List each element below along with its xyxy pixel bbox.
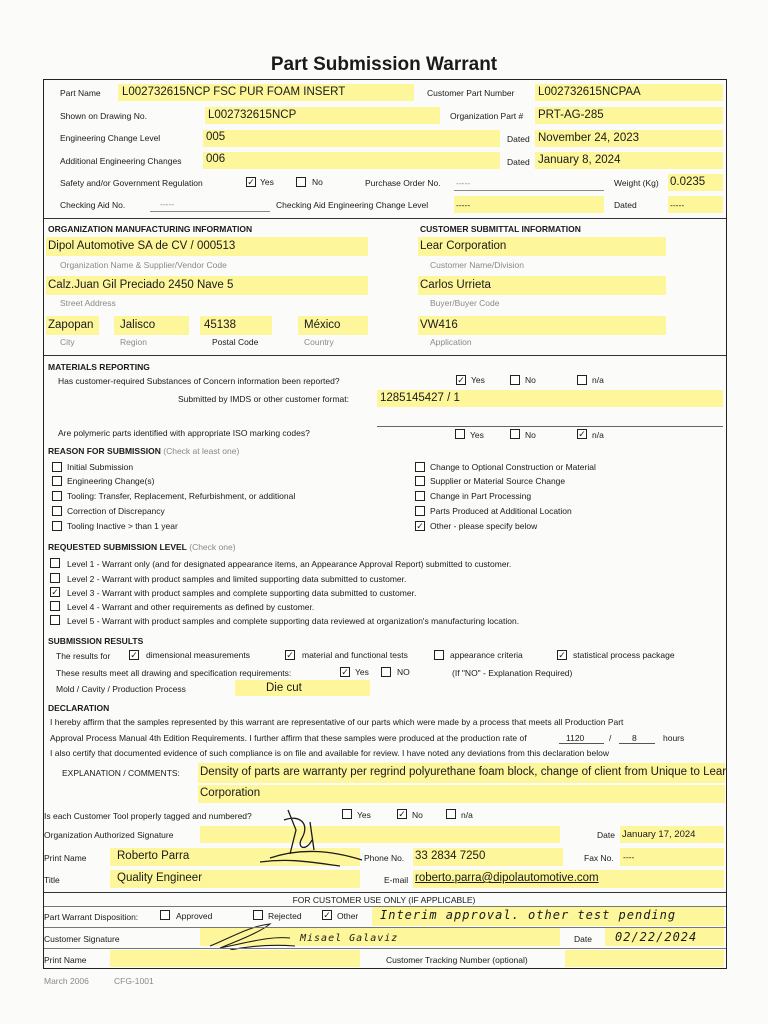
level-3-label: Level 3 - Warrant with product samples and complete supporting data submitted to customer.: [67, 588, 417, 598]
level-1-checkbox[interactable]: [50, 558, 60, 568]
tool-na-label: n/a: [461, 810, 473, 820]
other-checkbox[interactable]: ✓: [323, 910, 331, 920]
materials-heading: MATERIALS REPORTING: [48, 362, 150, 372]
spc-checkbox[interactable]: ✓: [558, 650, 566, 660]
part-name-label: Part Name: [60, 88, 101, 98]
explanation-value[interactable]: Density of parts are warranty per regrind polyurethane foam block, change of client from Unique to Lear: [200, 766, 727, 778]
org-name-value[interactable]: Dipol Automotive SA de CV / 000513: [48, 240, 236, 252]
aec-value[interactable]: 006: [206, 153, 226, 165]
rate-slash: /: [609, 733, 612, 743]
weight-value[interactable]: 0.0235: [670, 176, 706, 188]
reason-checkbox-tooling-transfer[interactable]: [52, 491, 62, 501]
checking-dated-label: Dated: [614, 200, 637, 210]
level-2-label: Level 2 - Warrant with product samples and limited supporting data submitted to customer.: [67, 574, 407, 584]
other-label: Other: [337, 911, 359, 921]
customer-date-value[interactable]: 02/22/2024: [615, 930, 698, 944]
soc-na-label: n/a: [592, 375, 604, 385]
iso-no-checkbox[interactable]: [510, 429, 520, 439]
spc-label: statistical process package: [573, 650, 675, 660]
declaration-heading: DECLARATION: [48, 703, 110, 713]
title-value[interactable]: Quality Engineer: [117, 872, 203, 884]
safety-yes-label: Yes: [260, 177, 274, 187]
signature-date-value[interactable]: January 17, 2024: [622, 829, 696, 840]
material-tests-label: material and functional tests: [302, 650, 408, 660]
application-value[interactable]: VW416: [420, 319, 458, 331]
results-heading: SUBMISSION RESULTS: [48, 636, 144, 646]
fax-value[interactable]: ----: [623, 852, 635, 862]
customer-signer-name[interactable]: Misael Galaviz: [300, 933, 399, 944]
safety-label: Safety and/or Government Regulation: [60, 178, 203, 188]
level-5-checkbox[interactable]: [50, 615, 60, 625]
customer-heading: CUSTOMER SUBMITTAL INFORMATION: [420, 224, 581, 234]
org-signature-label: Organization Authorized Signature: [44, 830, 174, 840]
reason-label-processing-change: Change in Part Processing: [430, 491, 532, 501]
explanation-required-note: (If "NO" - Explanation Required): [452, 668, 573, 678]
level-1-label: Level 1 - Warrant only (and for designated appearance items, an Appearance Approval Report) submitted to customer.: [67, 559, 512, 569]
imds-label: Submitted by IMDS or other customer format:: [178, 394, 350, 404]
explanation-value-cont[interactable]: Corporation: [200, 787, 261, 799]
reason-checkbox-tooling-inactive[interactable]: [52, 521, 62, 531]
region-caption: Region: [120, 337, 147, 347]
print-name-label: Print Name: [44, 853, 87, 863]
org-part-value[interactable]: PRT-AG-285: [538, 109, 604, 121]
soc-question: Has customer-required Substances of Concern information been reported?: [58, 376, 340, 386]
reason-checkbox-optional-construction[interactable]: [415, 462, 425, 472]
fax-label: Fax No.: [584, 853, 614, 863]
email-value[interactable]: roberto.parra@dipolautomotive.com: [415, 872, 599, 884]
ecl-dated-label: Dated: [507, 134, 530, 144]
declaration-line3: I also certify that documented evidence of such compliance is on file and available for review. I have noted any deviations from this declaration below: [50, 748, 609, 758]
reason-label-additional-location: Parts Produced at Additional Location: [430, 506, 572, 516]
po-label: Purchase Order No.: [365, 178, 441, 188]
hours-value[interactable]: 8: [632, 733, 637, 743]
aec-dated-label: Dated: [507, 157, 530, 167]
iso-no-label: No: [525, 430, 536, 440]
weight-label: Weight (Kg): [614, 178, 659, 188]
tool-na-checkbox[interactable]: [446, 809, 456, 819]
level-heading-row: [48, 542, 236, 552]
buyer-value[interactable]: Carlos Urrieta: [420, 279, 491, 291]
level-4-checkbox[interactable]: [50, 601, 60, 611]
footer-form-number: CFG-1001: [114, 976, 154, 986]
iso-question: Are polymeric parts identified with appropriate ISO marking codes?: [58, 428, 310, 438]
application-caption: Application: [430, 337, 472, 347]
explanation-label: EXPLANATION / COMMENTS:: [62, 768, 180, 778]
email-label: E-mail: [384, 875, 409, 885]
mold-label: Mold / Cavity / Production Process: [56, 684, 186, 694]
signature-date-label: Date: [597, 830, 615, 840]
buyer-caption: Buyer/Buyer Code: [430, 298, 500, 308]
postal-caption: Postal Code: [212, 337, 259, 347]
aec-date-value[interactable]: January 8, 2024: [538, 154, 621, 166]
mold-value[interactable]: Die cut: [266, 682, 302, 694]
reason-label-tooling-inactive: Tooling Inactive > than 1 year: [67, 521, 178, 531]
soc-no-label: No: [525, 375, 536, 385]
hours-label: hours: [663, 733, 685, 743]
reason-label-initial: Initial Submission: [67, 462, 134, 472]
region-value[interactable]: Jalisco: [120, 319, 156, 331]
reason-checkbox-correction[interactable]: [52, 506, 62, 516]
imds-value[interactable]: 1285145427 / 1: [380, 392, 460, 404]
iso-na-label: n/a: [592, 430, 604, 440]
material-tests-checkbox[interactable]: ✓: [286, 650, 294, 660]
declaration-line1: I hereby affirm that the samples represented by this warrant are representative of our parts which were made by a process that meets all Production Part: [50, 717, 624, 727]
tool-question: Is each Customer Tool properly tagged and numbered?: [44, 811, 252, 821]
ecl-label: Engineering Change Level: [60, 133, 161, 143]
part-name-value[interactable]: L002732615NCP FSC PUR FOAM INSERT: [122, 86, 346, 98]
checking-ecl-value[interactable]: -----: [456, 200, 471, 210]
org-name-caption: Organization Name & Supplier/Vendor Code: [60, 260, 227, 270]
safety-no-checkbox[interactable]: [296, 177, 306, 187]
country-value[interactable]: México: [304, 319, 341, 331]
footer-date: March 2006: [44, 976, 89, 986]
reason-label-other: Other - please specify below: [430, 521, 538, 531]
drawing-label: Shown on Drawing No.: [60, 111, 147, 121]
dimensional-checkbox[interactable]: ✓: [130, 650, 138, 660]
drawing-value[interactable]: L002732615NCP: [208, 109, 297, 121]
reason-heading-row: [48, 446, 239, 456]
tracking-label: Customer Tracking Number (optional): [386, 955, 528, 965]
meet-no-checkbox[interactable]: [381, 667, 391, 677]
meet-no-label: NO: [397, 667, 410, 677]
phone-value[interactable]: 33 2834 7250: [415, 850, 486, 862]
level-heading: REQUESTED SUBMISSION LEVEL: [48, 542, 187, 552]
safety-yes-checkbox[interactable]: ✓: [247, 177, 255, 187]
org-signature-image: [240, 800, 370, 872]
country-caption: Country: [304, 337, 334, 347]
reason-label-eng-change: Engineering Change(s): [67, 476, 155, 486]
approved-label: Approved: [176, 911, 213, 921]
ecl-date-value[interactable]: November 24, 2023: [538, 132, 640, 144]
street-value[interactable]: Calz.Juan Gil Preciado 2450 Nave 5: [48, 279, 234, 291]
appearance-checkbox[interactable]: [434, 650, 444, 660]
customer-print-name-label: Print Name: [44, 955, 87, 965]
city-value[interactable]: Zapopan: [48, 319, 94, 331]
checking-ecl-label: Checking Aid Engineering Change Level: [276, 200, 429, 210]
print-name-value[interactable]: Roberto Parra: [117, 850, 190, 862]
meet-yes-checkbox[interactable]: ✓: [341, 667, 349, 677]
meet-requirements-label: These results meet all drawing and specification requirements:: [56, 668, 292, 678]
meet-yes-label: Yes: [355, 667, 369, 677]
city-caption: City: [60, 337, 75, 347]
reason-label-optional-construction: Change to Optional Construction or Material: [430, 462, 596, 472]
customer-signature-label: Customer Signature: [44, 934, 120, 944]
disposition-note[interactable]: Interim approval. other test pending: [380, 908, 677, 922]
soc-na-checkbox[interactable]: [577, 375, 587, 385]
reason-checkbox-supplier-change[interactable]: [415, 476, 425, 486]
checking-aid-value[interactable]: -----: [160, 199, 175, 209]
customer-name-caption: Customer Name/Division: [430, 260, 524, 270]
safety-no-label: No: [312, 177, 323, 187]
org-part-label: Organization Part #: [450, 111, 524, 121]
customer-date-label: Date: [574, 934, 592, 944]
page-title: Part Submission Warrant: [270, 54, 498, 75]
soc-no-checkbox[interactable]: [510, 375, 520, 385]
level-5-label: Level 5 - Warrant with product samples and complete supporting data reviewed at organization's manufacturing location.: [67, 616, 520, 626]
reason-checkbox-other[interactable]: ✓: [416, 521, 424, 531]
rejected-label: Rejected: [268, 911, 302, 921]
declaration-line2: Approval Process Manual 4th Edition Requirements. I further affirm that these samples were produced at the production rate of: [50, 733, 527, 743]
tool-no-label: No: [412, 810, 423, 820]
reason-checkbox-eng-change[interactable]: [52, 476, 62, 486]
tool-no-checkbox[interactable]: ✓: [398, 809, 406, 819]
soc-yes-label: Yes: [471, 375, 485, 385]
iso-yes-label: Yes: [470, 430, 484, 440]
iso-na-checkbox[interactable]: ✓: [578, 429, 586, 439]
tool-yes-label: Yes: [357, 810, 371, 820]
level-3-checkbox[interactable]: ✓: [51, 587, 59, 597]
results-for-label: The results for: [56, 651, 111, 661]
aec-label: Additional Engineering Changes: [60, 156, 182, 166]
level-2-checkbox[interactable]: [50, 573, 60, 583]
reason-heading: REASON FOR SUBMISSION: [48, 446, 161, 456]
level-hint: (Check one): [189, 542, 236, 552]
customer-use-heading: FOR CUSTOMER USE ONLY (IF APPLICABLE): [292, 895, 476, 905]
org-heading: ORGANIZATION MANUFACTURING INFORMATION: [48, 224, 253, 234]
title-label: Title: [44, 875, 60, 885]
level-4-label: Level 4 - Warrant and other requirements as defined by customer.: [67, 602, 315, 612]
reason-label-supplier-change: Supplier or Material Source Change: [430, 476, 566, 486]
ecl-value[interactable]: 005: [206, 131, 226, 143]
customer-part-value[interactable]: L002732615NCPAA: [538, 86, 641, 98]
checking-aid-label: Checking Aid No.: [60, 200, 126, 210]
production-rate-value[interactable]: 1120: [566, 733, 585, 743]
postal-value[interactable]: 45138: [204, 319, 236, 331]
reason-checkbox-processing-change[interactable]: [415, 491, 425, 501]
disposition-label: Part Warrant Disposition:: [44, 912, 139, 922]
appearance-label: appearance criteria: [450, 650, 523, 660]
customer-name-value[interactable]: Lear Corporation: [420, 240, 507, 252]
approved-checkbox[interactable]: [160, 910, 170, 920]
customer-part-label: Customer Part Number: [427, 88, 515, 98]
reason-label-tooling-transfer: Tooling: Transfer, Replacement, Refurbishment, or additional: [67, 491, 296, 501]
street-caption: Street Address: [60, 298, 116, 308]
checking-dated-value[interactable]: -----: [670, 200, 685, 210]
reason-checkbox-initial[interactable]: [52, 462, 62, 472]
phone-label: Phone No.: [364, 853, 405, 863]
soc-yes-checkbox[interactable]: ✓: [457, 375, 465, 385]
reason-hint: (Check at least one): [163, 446, 240, 456]
iso-yes-checkbox[interactable]: [455, 429, 465, 439]
reason-label-correction: Correction of Discrepancy: [67, 506, 165, 516]
dimensional-label: dimensional measurements: [146, 650, 250, 660]
po-value[interactable]: -----: [456, 178, 471, 188]
reason-checkbox-additional-location[interactable]: [415, 506, 425, 516]
